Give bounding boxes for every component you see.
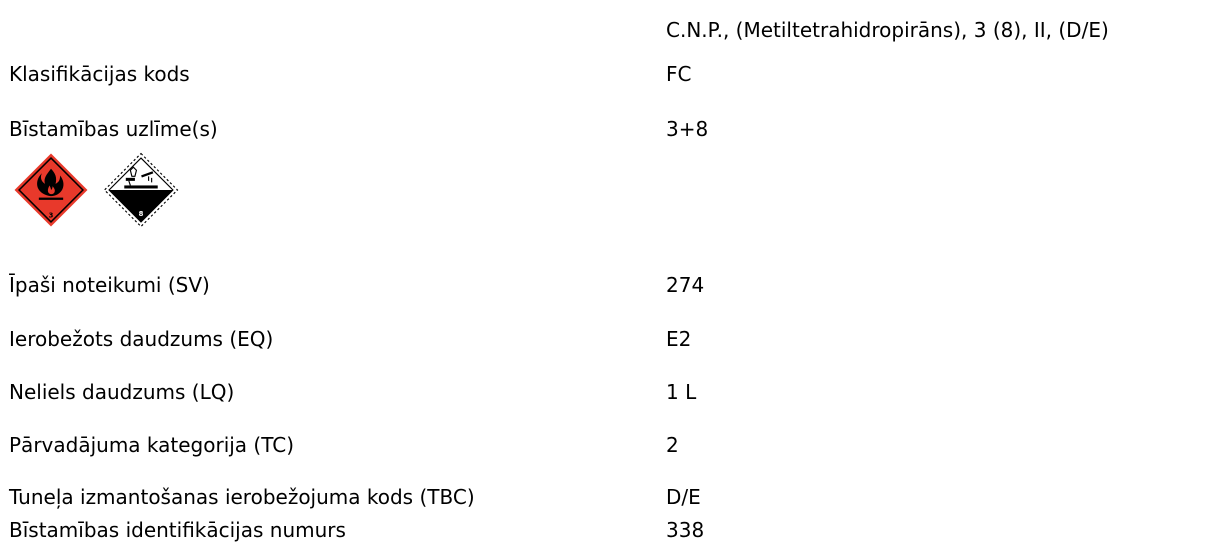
transport-category-row	[0, 430, 1213, 460]
hazard-id-number-value: 338	[666, 518, 705, 542]
hazard-pictograms	[13, 152, 183, 228]
limited-quantities-row	[0, 377, 1213, 407]
hazard-id-number-label: Bīstamības identifikācijas numurs	[9, 518, 346, 542]
limited-quantities-value: 1 L	[666, 380, 697, 404]
shipping-name-value: C.N.P., (Metiltetrahidropirāns), 3 (8), II, (D/E)	[666, 18, 1109, 42]
shipping-name-row	[0, 15, 1213, 45]
tunnel-restriction-row	[0, 482, 1213, 512]
special-provisions-value: 274	[666, 273, 705, 297]
classification-code-row	[0, 59, 1213, 89]
special-provisions-label: Īpaši noteikumi (SV)	[9, 273, 210, 297]
flammable-liquid-class-3-icon	[13, 152, 89, 228]
hazard-labels-row	[0, 114, 1213, 144]
excepted-quantities-value: E2	[666, 327, 692, 351]
excepted-quantities-label: Ierobežots daudzums (EQ)	[9, 327, 274, 351]
tunnel-restriction-value: D/E	[666, 485, 701, 509]
class-3-number: 3	[48, 211, 54, 220]
classification-code-label: Klasifikācijas kods	[9, 62, 190, 86]
limited-quantities-label: Neliels daudzums (LQ)	[9, 380, 235, 404]
transport-category-value: 2	[666, 433, 679, 457]
excepted-quantities-row	[0, 324, 1213, 354]
special-provisions-row	[0, 270, 1213, 300]
classification-code-value: FC	[666, 62, 692, 86]
transport-category-label: Pārvadājuma kategorija (TC)	[9, 433, 295, 457]
hazard-labels-value: 3+8	[666, 117, 709, 141]
class-8-number: 8	[138, 209, 144, 218]
hazard-id-number-row	[0, 515, 1213, 545]
corrosive-class-8-icon	[103, 152, 179, 228]
tunnel-restriction-label: Tuneļa izmantošanas ierobežojuma kods (TBC)	[9, 485, 475, 509]
hazard-labels-label: Bīstamības uzlīme(s)	[9, 117, 218, 141]
